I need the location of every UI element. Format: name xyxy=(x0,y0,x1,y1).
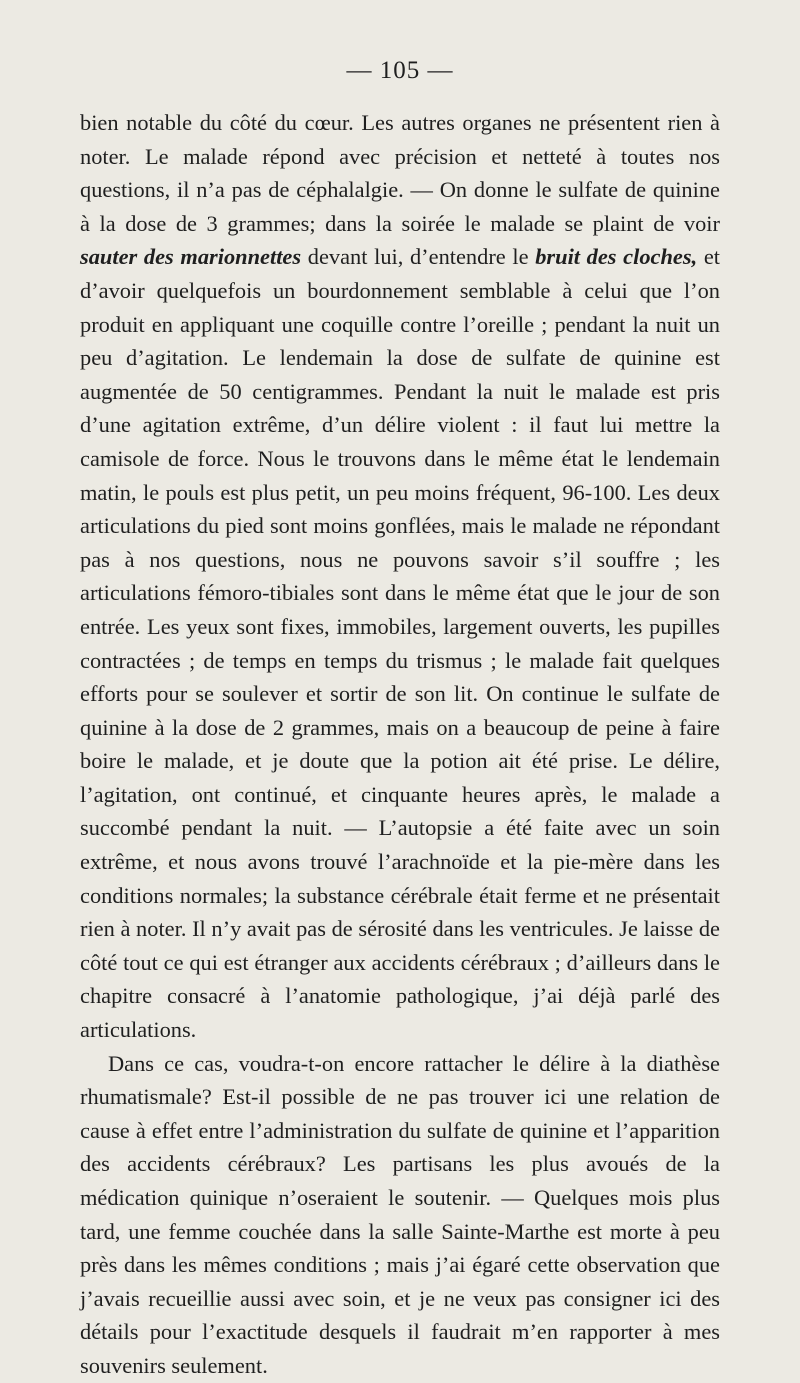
text-run: devant lui, d’entendre le xyxy=(301,244,536,270)
text-run: et d’avoir quelquefois un bourdonnement semblable à celui que l’on produit en appliquant une coquille contre l’oreille ; pendant la nuit un peu d’agitation. Le lendemain la dose de sulfate de quinine est augmentée de 50 centigrammes. Pendant la nuit le malade est pris d’une agitation extrême, d’un délire violent : il faut lui mettre la camisole de force. Nous le trouvons dans le même état le lendemain matin, le pouls est plus petit, un peu moins fréquent, 96-100. Les deux articulations du pied sont moins gonflées, mais le malade ne répondant pas à nos questions, nous ne pouvons savoir s’il souffre ; les articulations fémoro-tibiales sont dans le même état que le jour de son entrée. Les yeux sont fixes, immobiles, largement ouverts, les pupilles contractées ; de temps en temps du trismus ; le malade fait quelques efforts pour se soulever et sortir de son lit. On continue le sulfate de quinine à la dose de 2 grammes, mais on a beaucoup de peine à faire boire le malade, et je doute que la potion ait été prise. Le délire, l’agitation, ont continué, et cinquante heures après, le malade a succombé pendant la nuit. — L’autopsie a été faite avec un soin extrême, et nous avons trouvé l’arachnoïde et la pie-mère dans les conditions normales; la substance cérébrale était ferme et ne présentait rien à noter. Il n’y avait pas de sérosité dans les ventricules. Je laisse de côté tout ce qui est étranger aux accidents cérébraux ; d’ailleurs dans le chapitre consacré à l’anatomie pathologique, j’ai déjà parlé des articulations. xyxy=(80,244,720,1043)
text-run: Dans ce cas, voudra-t-on encore rattacher le délire à la diathèse rhumatismale? Est-il possible de ne pas trouver ici une relation de cause à effet entre l’administration du sulfate de quinine et l’apparition des accidents cérébraux? Les partisans les plus avoués de la médication quinique n’oseraient le soutenir. — Quelques mois plus tard, une femme couchée dans la salle Sainte-Marthe est morte à peu près dans les mêmes conditions ; mais j’ai égaré cette observation que j’avais recueillie aussi avec soin, et je ne veux pas consigner ici des détails pour l’exactitude desquels il faudrait m’en rapporter à mes souvenirs seulement. xyxy=(80,1050,720,1378)
page-number: — 105 — xyxy=(346,57,454,84)
paragraph xyxy=(80,106,720,1047)
text-run: bien notable du côté du cœur. Les autres organes ne présentent rien à noter. Le malade répond avec précision et netteté à toutes nos questions, il n’a pas de céphalalgie. — On donne le sulfate de quinine à la dose de 3 grammes; dans la soirée le malade se plaint de voir xyxy=(80,110,720,236)
italic-phrase: sauter des marionnettes xyxy=(80,244,302,270)
paragraph xyxy=(80,1047,720,1383)
page-body xyxy=(80,106,720,1383)
italic-phrase: bruit des cloches, xyxy=(535,244,698,270)
